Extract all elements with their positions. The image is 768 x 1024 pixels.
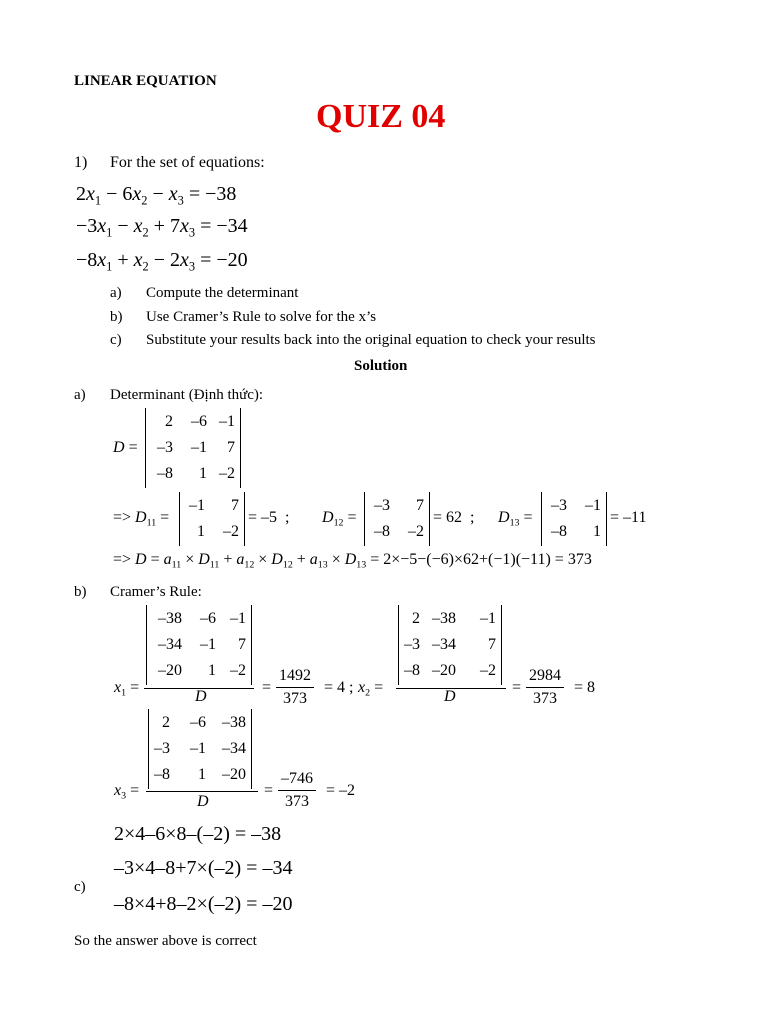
matrix-cell: –3 [551, 497, 567, 514]
fraction-numerator: –746 [278, 769, 316, 791]
x1-label: $x_1$ = [114, 679, 140, 699]
part-a-text: Determinant (Định thức): [110, 387, 264, 403]
matrix-cell: –34 [158, 636, 182, 653]
matrix-cell: –3 [404, 636, 420, 653]
matrix-cell: 2 [162, 714, 170, 731]
matrix-cell: –38 [158, 610, 182, 627]
x2-result: 8 [587, 679, 596, 696]
matrix-cell: –3 [157, 439, 173, 456]
matrix-cell: 7 [238, 636, 246, 653]
matrix-cell: 1 [593, 523, 601, 540]
matrix-cell: –2 [408, 523, 424, 540]
matrix-cell: 7 [231, 497, 239, 514]
matrix-cell: –1 [230, 610, 246, 627]
matrix-cell: –6 [191, 413, 207, 430]
x1-numerator-matrix [146, 605, 252, 685]
x3-result: –2 [339, 782, 356, 799]
conclusion: So the answer above is correct [74, 933, 257, 949]
matrix-cell: –20 [158, 662, 182, 679]
matrix-cell: –34 [222, 740, 246, 757]
matrix-cell: –1 [191, 439, 207, 456]
matrix-cell: –2 [219, 465, 235, 482]
x3-denominator: D [197, 793, 209, 810]
matrix-cell: 1 [199, 465, 207, 482]
matrix-cell: 1 [197, 523, 205, 540]
part-label: c) [74, 879, 86, 895]
fraction-denominator: 373 [283, 690, 307, 707]
equals-sign: = [262, 679, 272, 696]
part-label: c) [110, 332, 122, 348]
matrix-cell: –8 [157, 465, 173, 482]
cofactor-expansion: => $D = a_{11} \times D_{11} + a_{12} \times D_{12} + a_{13} \times D_{13} = 2\times-5-(-6)\times 62+(-1)(-11) = 373$ [113, 551, 592, 571]
matrix-cell: 1 [198, 766, 206, 783]
minor-d12 [364, 492, 430, 546]
matrix-cell: –34 [432, 636, 456, 653]
matrix-cell: –2 [230, 662, 246, 679]
x2-label: $x_2$ = [358, 679, 384, 699]
equals-sign: = [264, 782, 274, 799]
check-equation-2: –3×4–8+7×(–2) = –34 [114, 857, 293, 879]
matrix-cell: –8 [404, 662, 420, 679]
d13-value: = –11 [610, 509, 647, 526]
matrix-cell: –1 [200, 636, 216, 653]
x1-denominator: D [195, 688, 207, 705]
x1-result: 4 [337, 679, 346, 696]
matrix-cell: –3 [374, 497, 390, 514]
d12-value: = 62 ; [433, 509, 475, 526]
fraction-denominator: 373 [533, 690, 557, 707]
x2-fraction [526, 666, 564, 710]
part-label: b) [110, 309, 123, 325]
equation-1: $2x_1 - 6x_2 - x_3 = -38$ [76, 183, 237, 208]
determinant-result: 373 [567, 551, 592, 568]
part-text: Substitute your results back into the original equation to check your results [146, 332, 596, 348]
matrix-cell: –1 [585, 497, 601, 514]
problem-number: 1) [74, 154, 88, 171]
matrix-cell: –3 [154, 740, 170, 757]
x3-value: = –2 [326, 782, 356, 799]
matrix-cell: –20 [222, 766, 246, 783]
fraction-numerator: 2984 [526, 666, 564, 688]
fraction-denominator: 373 [285, 793, 309, 810]
d13-label: $D_{13}$ = [498, 509, 533, 529]
matrix-cell: 7 [488, 636, 496, 653]
matrix-cell: –38 [432, 610, 456, 627]
check-equation-1: 2×4–6×8–(–2) = –38 [114, 823, 282, 845]
part-label: a) [110, 285, 122, 301]
equation-2: $-3x_1 - x_2 + 7x_3 = -34$ [76, 215, 248, 240]
matrix-cell: –6 [190, 714, 206, 731]
d11-result: –5 [261, 509, 278, 526]
determinant-matrix [145, 408, 241, 488]
matrix-cell: –8 [551, 523, 567, 540]
matrix-cell: –2 [480, 662, 496, 679]
matrix-cell: 2 [165, 413, 173, 430]
solution-heading: Solution [354, 358, 408, 374]
d13-result: –11 [623, 509, 647, 526]
x2-value: = 8 [574, 679, 596, 696]
matrix-cell: –1 [219, 413, 235, 430]
part-b-text: Cramer’s Rule: [110, 584, 202, 600]
part-label: b) [74, 584, 87, 600]
x3-numerator-matrix [148, 709, 252, 789]
matrix-cell: –8 [374, 523, 390, 540]
x3-fraction [278, 769, 316, 813]
matrix-cell: –1 [189, 497, 205, 514]
part-label: a) [74, 387, 86, 403]
matrix-cell: 7 [416, 497, 424, 514]
fraction-numerator: 1492 [276, 666, 314, 688]
fraction-bar [146, 791, 258, 792]
minor-d13 [541, 492, 607, 546]
d-label: D = [113, 439, 138, 456]
page-title: QUIZ 04 [316, 98, 446, 135]
d11-value: = –5 ; [248, 509, 290, 526]
matrix-cell: –8 [154, 766, 170, 783]
matrix-cell: 2 [412, 610, 420, 627]
x2-numerator-matrix [398, 605, 502, 685]
x3-label: $x_3$ = [114, 782, 140, 802]
d12-label: $D_{12}$ = [322, 509, 357, 529]
x2-denominator: D [444, 688, 456, 705]
x1-value: = 4 ; [324, 679, 354, 696]
equals-sign: = [512, 679, 522, 696]
matrix-cell: 1 [208, 662, 216, 679]
matrix-cell: –1 [190, 740, 206, 757]
x1-fraction [276, 666, 314, 710]
problem-intro: For the set of equations: [110, 154, 265, 171]
matrix-cell: –2 [223, 523, 239, 540]
matrix-cell: –20 [432, 662, 456, 679]
document-topic: LINEAR EQUATION [74, 73, 217, 89]
matrix-cell: 7 [227, 439, 235, 456]
matrix-cell: –38 [222, 714, 246, 731]
part-text: Compute the determinant [146, 285, 299, 301]
part-text: Use Cramer’s Rule to solve for the x’s [146, 309, 377, 325]
d12-result: 62 [446, 509, 463, 526]
minor-d11 [179, 492, 245, 546]
equation-3: $-8x_1 + x_2 - 2x_3 = -20$ [76, 249, 248, 274]
matrix-cell: –1 [480, 610, 496, 627]
matrix-cell: –6 [200, 610, 216, 627]
check-equation-3: –8×4+8–2×(–2) = –20 [114, 893, 293, 915]
d11-label: => $D_{11}$ = [113, 509, 170, 529]
